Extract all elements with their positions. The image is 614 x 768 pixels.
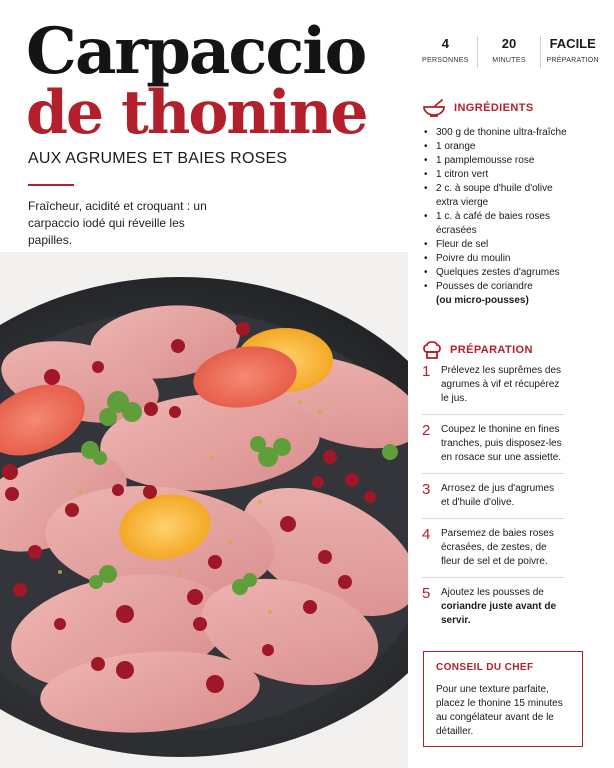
carpaccio-photo [0, 252, 408, 768]
chef-tip-box [423, 651, 583, 747]
list-item: • 1 pamplemousse rose [424, 155, 535, 166]
list-item: • Fleur de sel [424, 239, 489, 250]
accent-rule [28, 184, 74, 186]
list-item: • Poivre du moulin [424, 253, 511, 264]
preparation-heading: PRÉPARATION [450, 344, 533, 356]
step-item [422, 482, 564, 519]
stat-value: 4 [441, 36, 449, 51]
list-item: • 1 c. à café de baies roses écrasées [424, 211, 550, 236]
step-text: Coupez le thonine en fines tranches, puis disposez-les en rosace sur une assiette. [441, 424, 562, 463]
ingredients-heading: INGRÉDIENTS [454, 102, 534, 114]
step-text: Parsemez de baies roses écrasées, de zestes, de fleur de sel et de poivre. [441, 528, 554, 567]
step-item [422, 527, 564, 578]
ingredients-header [422, 99, 534, 117]
list-item: • 300 g de thonine ultra-fraîche [424, 127, 567, 138]
list-item: • 1 citron vert [424, 169, 489, 180]
title-line-2: de thonine [26, 78, 367, 148]
recipe-stats [414, 36, 604, 68]
step-number: 4 [422, 526, 431, 543]
bowl-icon [422, 99, 446, 117]
stat-value: 20 [501, 36, 517, 51]
list-item: • 2 c. à soupe d'huile d'olive extra vierge [424, 183, 553, 208]
step-item [422, 364, 564, 415]
ingredients-list [424, 126, 608, 308]
step-item [422, 423, 564, 474]
chef-hat-icon [422, 340, 442, 360]
stat-servings [414, 36, 477, 68]
stat-label: PRÉPARATION [546, 57, 599, 64]
list-item: • Quelques zestes d'agrumes [424, 267, 560, 278]
stat-difficulty [540, 36, 604, 68]
list-item: • Pousses de coriandre (ou micro-pousses) [424, 281, 533, 306]
stat-time [477, 36, 541, 68]
step-text: Ajoutez les pousses de coriandre juste avant de servir. [441, 587, 557, 626]
list-item: • 1 orange [424, 141, 476, 152]
preparation-header [422, 340, 533, 360]
chef-tip-text: Pour une texture parfaite, placez le thonine 15 minutes au congélateur avant de le détailler. [436, 684, 563, 737]
chef-tip-title: CONSEIL DU CHEF [436, 662, 534, 673]
step-number: 3 [422, 481, 431, 498]
step-text: Prélevez les suprêmes des agrumes à vif et récupérez le jus. [441, 365, 562, 404]
subtitle: AUX AGRUMES ET BAIES ROSES [28, 150, 288, 167]
stat-label: PERSONNES [422, 57, 469, 64]
preparation-steps [422, 364, 564, 644]
title-line-1: Carpaccio [26, 14, 366, 89]
step-number: 2 [422, 422, 431, 439]
step-item [422, 586, 564, 636]
step-text: Arrosez de jus d'agrumes et d'huile d'olive. [441, 483, 555, 508]
stat-label: MINUTES [492, 57, 526, 64]
intro-text: Fraîcheur, acidité et croquant : un carpaccio iodé qui réveille les papilles. [28, 199, 207, 247]
stat-value: FACILE [549, 36, 596, 51]
step-number: 1 [422, 363, 431, 380]
step-number: 5 [422, 585, 431, 602]
